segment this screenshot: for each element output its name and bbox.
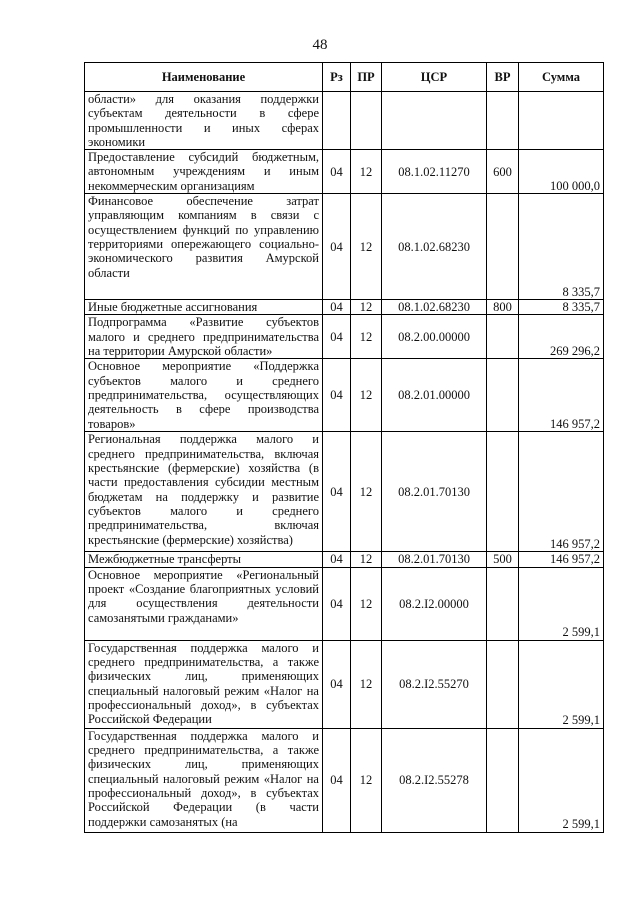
header-rz: Рз xyxy=(323,63,351,92)
table-row xyxy=(85,92,604,150)
row-name: Межбюджетные трансферты xyxy=(85,552,323,567)
header-csr: ЦСР xyxy=(382,63,487,92)
row-vr: 800 xyxy=(487,300,519,315)
row-rz: 04 xyxy=(323,315,351,359)
table-row xyxy=(85,552,604,567)
row-csr: 08.2.I2.55270 xyxy=(382,640,487,728)
row-pr: 12 xyxy=(351,194,382,300)
row-csr: 08.2.01.00000 xyxy=(382,359,487,432)
budget-table xyxy=(84,62,604,833)
row-rz: 04 xyxy=(323,150,351,194)
table-row xyxy=(85,567,604,640)
header-pr: ПР xyxy=(351,63,382,92)
row-sum: 2 599,1 xyxy=(519,567,604,640)
row-sum xyxy=(519,92,604,150)
table-row xyxy=(85,359,604,432)
row-pr: 12 xyxy=(351,359,382,432)
row-csr: 08.2.I2.55278 xyxy=(382,728,487,832)
row-csr: 08.2.I2.00000 xyxy=(382,567,487,640)
row-vr xyxy=(487,194,519,300)
row-rz: 04 xyxy=(323,432,351,552)
row-vr xyxy=(487,567,519,640)
table-row xyxy=(85,150,604,194)
table-row xyxy=(85,728,604,832)
row-name: Основное мероприятие «Поддержка субъектов малого и среднего предпринимательства, осуществляющих деятельность в сфере производства товаров» xyxy=(85,359,323,432)
row-name: Региональная поддержка малого и среднего предпринимательства, включая крестьянские (фермерские) хозяйства (в части предоставления субсидии местным бюджетам на поддержку и развитие субъектов малого и среднего предпринимательства, включая крестьянские (фермерские) хозяйства) xyxy=(85,432,323,552)
row-sum: 146 957,2 xyxy=(519,432,604,552)
table-row xyxy=(85,315,604,359)
row-pr: 12 xyxy=(351,567,382,640)
row-pr: 12 xyxy=(351,300,382,315)
page-number: 48 xyxy=(312,37,328,53)
row-sum: 146 957,2 xyxy=(519,552,604,567)
row-name: Финансовое обеспечение затрат управляющим компаниям в связи с осуществлением функций по управлению территориями опережающего социально-экономического развития Амурской области xyxy=(85,194,323,300)
table-row xyxy=(85,300,604,315)
row-rz: 04 xyxy=(323,300,351,315)
row-vr xyxy=(487,728,519,832)
row-name: Предоставление субсидий бюджетным, автономным учреждениям и иным некоммерческим организациям xyxy=(85,150,323,194)
row-pr: 12 xyxy=(351,315,382,359)
row-sum: 269 296,2 xyxy=(519,315,604,359)
row-rz: 04 xyxy=(323,728,351,832)
row-pr: 12 xyxy=(351,640,382,728)
row-name: Основное мероприятие «Региональный проект «Создание благоприятных условий для осуществления деятельности самозанятыми гражданами» xyxy=(85,567,323,640)
row-csr: 08.2.00.00000 xyxy=(382,315,487,359)
row-vr: 600 xyxy=(487,150,519,194)
row-pr: 12 xyxy=(351,432,382,552)
header-name: Наименование xyxy=(85,63,323,92)
row-rz: 04 xyxy=(323,552,351,567)
row-name: Государственная поддержка малого и среднего предпринимательства, а также физических лиц, применяющих специальный налоговый режим «Налог на профессиональный доход», в субъектах Российской Федерации xyxy=(85,640,323,728)
row-csr: 08.1.02.68230 xyxy=(382,194,487,300)
row-rz: 04 xyxy=(323,640,351,728)
row-vr xyxy=(487,92,519,150)
row-name: Государственная поддержка малого и среднего предпринимательства, а также физических лиц, применяющих специальный налоговый режим «Налог на профессиональный доход», в субъектах Российской Федерации (в части поддержки самозанятых (на xyxy=(85,728,323,832)
table-row xyxy=(85,432,604,552)
row-vr xyxy=(487,315,519,359)
row-rz: 04 xyxy=(323,359,351,432)
header-sum: Сумма xyxy=(519,63,604,92)
row-pr: 12 xyxy=(351,150,382,194)
header-row xyxy=(85,63,604,92)
row-sum: 2 599,1 xyxy=(519,640,604,728)
header-vr: ВР xyxy=(487,63,519,92)
row-pr xyxy=(351,92,382,150)
row-name: Иные бюджетные ассигнования xyxy=(85,300,323,315)
row-rz: 04 xyxy=(323,567,351,640)
row-name: Подпрограмма «Развитие субъектов малого и среднего предпринимательства на территории Амурской области» xyxy=(85,315,323,359)
row-pr: 12 xyxy=(351,728,382,832)
row-vr xyxy=(487,432,519,552)
row-rz: 04 xyxy=(323,194,351,300)
row-vr xyxy=(487,640,519,728)
row-sum: 2 599,1 xyxy=(519,728,604,832)
table-row xyxy=(85,194,604,300)
row-csr: 08.1.02.11270 xyxy=(382,150,487,194)
row-csr: 08.2.01.70130 xyxy=(382,552,487,567)
row-sum: 146 957,2 xyxy=(519,359,604,432)
row-rz xyxy=(323,92,351,150)
row-sum: 100 000,0 xyxy=(519,150,604,194)
row-pr: 12 xyxy=(351,552,382,567)
row-vr: 500 xyxy=(487,552,519,567)
table-row xyxy=(85,640,604,728)
row-csr xyxy=(382,92,487,150)
row-sum: 8 335,7 xyxy=(519,300,604,315)
row-name: области» для оказания поддержки субъектам деятельности в сфере промышленности и иных сферах экономики xyxy=(85,92,323,150)
row-sum: 8 335,7 xyxy=(519,194,604,300)
row-csr: 08.2.01.70130 xyxy=(382,432,487,552)
row-csr: 08.1.02.68230 xyxy=(382,300,487,315)
row-vr xyxy=(487,359,519,432)
